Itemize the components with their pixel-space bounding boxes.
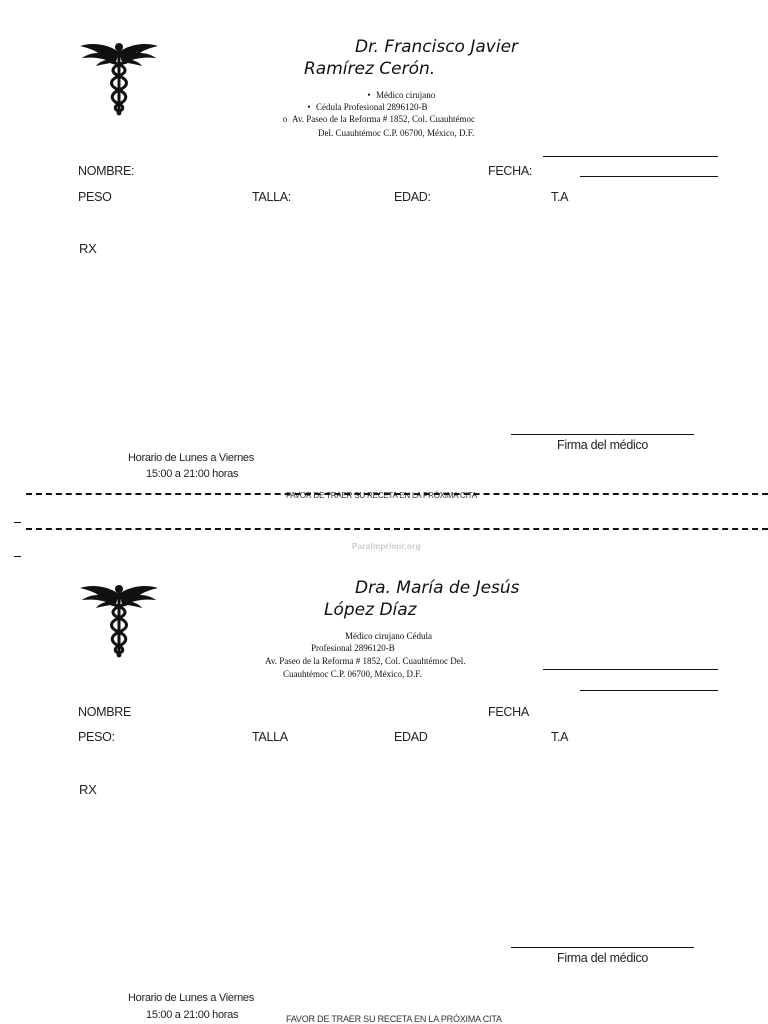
favor-note: FAVOR DE TRAER SU RECETA EN LA PRÓXIMA CITA bbox=[286, 1014, 502, 1024]
info-line-1: Médico cirujano Cédula bbox=[345, 631, 432, 641]
ta-label: T.A bbox=[551, 190, 569, 204]
info-line-3: Av. Paseo de la Reforma # 1852, Col. Cuauhtémoc Del. bbox=[265, 656, 466, 666]
firma-label: Firma del médico bbox=[557, 438, 649, 452]
firma-label: Firma del médico bbox=[557, 951, 649, 965]
cut-mark-1 bbox=[14, 522, 21, 523]
fecha-label: FECHA: bbox=[488, 164, 533, 178]
ta-label: T.A bbox=[551, 730, 569, 744]
horario-line-2: 15:00 a 21:00 horas bbox=[146, 1009, 239, 1021]
caduceus-icon bbox=[78, 38, 160, 116]
doctor-name-line2: López Díaz bbox=[324, 600, 417, 620]
prescription-top bbox=[0, 0, 768, 510]
watermark: ParaImprimir.org bbox=[352, 542, 421, 551]
favor-note: FAVOR DE TRAER SU RECETA EN LA PRÓXIMA CITA bbox=[286, 491, 477, 500]
fecha-label: FECHA bbox=[488, 705, 529, 719]
talla-label: TALLA bbox=[252, 730, 288, 744]
date-line bbox=[580, 690, 718, 691]
date-line bbox=[580, 176, 718, 177]
horario-line-1: Horario de Lunes a Viernes bbox=[128, 452, 254, 464]
doctor-name-line2: Ramírez Cerón. bbox=[304, 59, 436, 79]
info-line-4: Cuauhtémoc C.P. 06700, México, D.F. bbox=[283, 669, 422, 679]
prescription-bottom bbox=[0, 540, 768, 1024]
doctor-signature-line bbox=[511, 434, 694, 435]
signature-line-top bbox=[543, 669, 718, 670]
edad-label: EDAD bbox=[394, 730, 428, 744]
nombre-label: NOMBRE bbox=[78, 705, 132, 719]
address-line-2: Del. Cuauhtémoc C.P. 06700, México, D.F. bbox=[318, 128, 475, 138]
doctor-name-line1: Dra. María de Jesús bbox=[355, 578, 520, 598]
rx-label: RX bbox=[79, 241, 97, 256]
specialty-line: • Médico cirujano bbox=[367, 90, 436, 100]
peso-label: PESO bbox=[78, 190, 112, 204]
edad-label: EDAD: bbox=[394, 190, 431, 204]
talla-label: TALLA: bbox=[252, 190, 291, 204]
peso-label: PESO: bbox=[78, 730, 115, 744]
info-line-2: Profesional 2896120-B bbox=[311, 643, 395, 653]
caduceus-icon bbox=[78, 580, 160, 658]
horario-line-2: 15:00 a 21:00 horas bbox=[146, 468, 239, 480]
rx-label: RX bbox=[79, 782, 97, 797]
doctor-name-line1: Dr. Francisco Javier bbox=[355, 37, 519, 57]
cut-line-1 bbox=[26, 493, 768, 495]
doctor-signature-line bbox=[511, 947, 694, 948]
cut-line-2 bbox=[26, 528, 768, 530]
cedula-line: • Cédula Profesional 2896120-B bbox=[307, 102, 428, 112]
nombre-label: NOMBRE: bbox=[78, 164, 135, 178]
signature-line-top bbox=[543, 156, 718, 157]
address-line: o Av. Paseo de la Reforma # 1852, Col. Cuauhtémoc bbox=[282, 114, 475, 124]
horario-line-1: Horario de Lunes a Viernes bbox=[128, 992, 254, 1004]
